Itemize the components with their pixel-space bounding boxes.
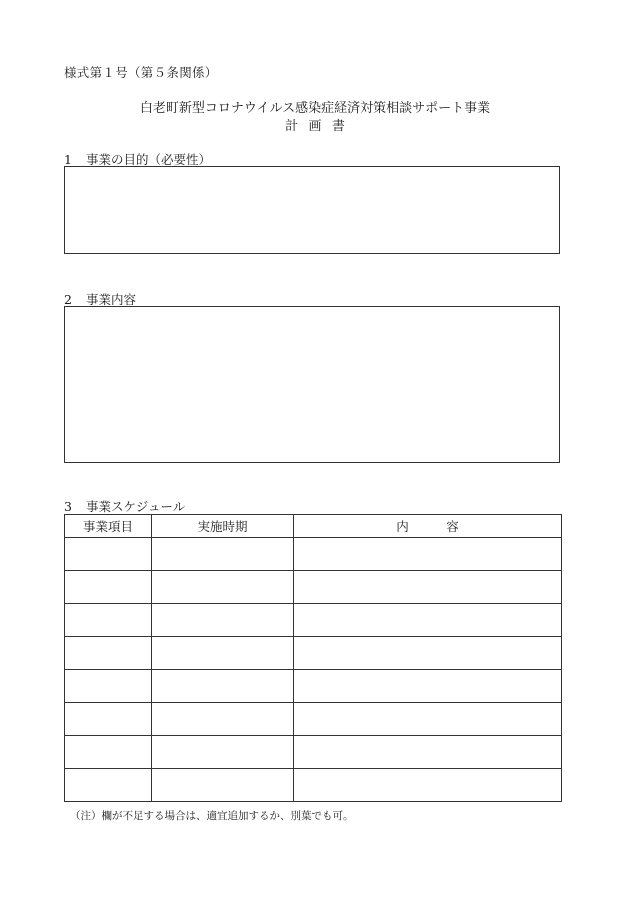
table-row: [65, 637, 562, 670]
cell-item[interactable]: [65, 670, 152, 703]
cell-content[interactable]: [294, 670, 562, 703]
section-number: 2: [64, 292, 72, 307]
header-item: 事業項目: [65, 515, 152, 538]
cell-item[interactable]: [65, 538, 152, 571]
cell-content[interactable]: [294, 736, 562, 769]
cell-period[interactable]: [152, 604, 294, 637]
cell-period[interactable]: [152, 538, 294, 571]
document-subtitle: 計画書: [285, 119, 356, 134]
section-schedule-heading: [64, 497, 185, 515]
table-row: [65, 538, 562, 571]
section-title: 事業スケジュール: [86, 499, 186, 514]
cell-item[interactable]: [65, 736, 152, 769]
table-row: [65, 571, 562, 604]
section-title: 事業の目的（必要性）: [86, 152, 212, 167]
cell-item[interactable]: [65, 703, 152, 736]
cell-item[interactable]: [65, 604, 152, 637]
section-number: 1: [64, 152, 72, 167]
form-number: 様式第１号（第５条関係）: [64, 65, 218, 80]
cell-period[interactable]: [152, 703, 294, 736]
section-number: 3: [64, 499, 72, 514]
cell-content[interactable]: [294, 703, 562, 736]
schedule-table: [64, 514, 562, 802]
cell-period[interactable]: [152, 670, 294, 703]
purpose-input-box[interactable]: [64, 166, 560, 254]
table-row: [65, 703, 562, 736]
table-row: [65, 604, 562, 637]
table-row: [65, 769, 562, 802]
cell-content[interactable]: [294, 604, 562, 637]
cell-content[interactable]: [294, 769, 562, 802]
content-input-box[interactable]: [64, 306, 560, 463]
header-period: 実施時期: [152, 515, 294, 538]
header-content: 内 容: [294, 515, 562, 538]
schedule-header-row: [65, 515, 562, 538]
cell-period[interactable]: [152, 736, 294, 769]
cell-content[interactable]: [294, 538, 562, 571]
section-title: 事業内容: [86, 292, 137, 307]
cell-item[interactable]: [65, 571, 152, 604]
cell-content[interactable]: [294, 637, 562, 670]
document-title: 白老町新型コロナウイルス感染症経済対策相談サポート事業: [139, 101, 491, 116]
cell-content[interactable]: [294, 571, 562, 604]
cell-item[interactable]: [65, 637, 152, 670]
cell-period[interactable]: [152, 571, 294, 604]
table-row: [65, 670, 562, 703]
cell-period[interactable]: [152, 637, 294, 670]
cell-period[interactable]: [152, 769, 294, 802]
table-row: [65, 736, 562, 769]
footnote: （注）欄が不足する場合は、適宜追加するか、別葉でも可。: [70, 810, 354, 822]
cell-item[interactable]: [65, 769, 152, 802]
